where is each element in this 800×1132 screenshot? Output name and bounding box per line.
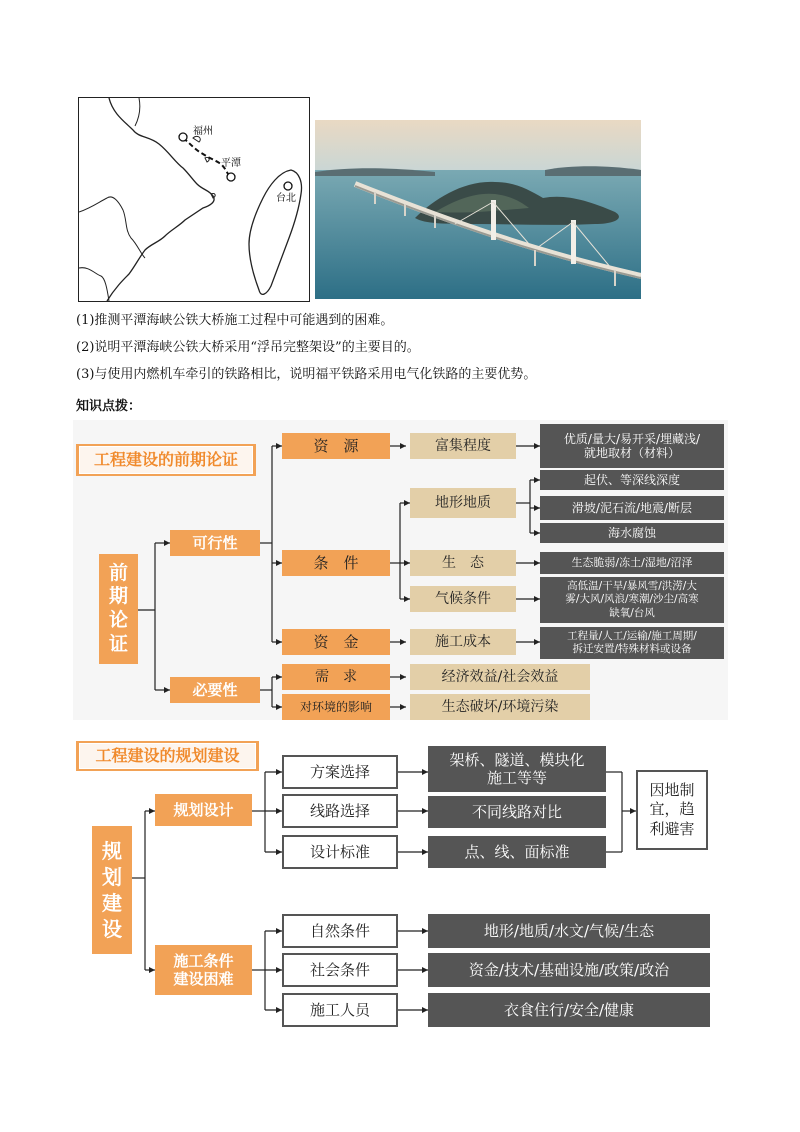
fund-box: 资 金 [282,629,390,655]
construction-box: 施工条件 建设困难 [155,945,252,995]
question-2: (2)说明平潭海峡公铁大桥采用“浮吊完整架设”的主要目的。 [76,340,420,355]
route-box: 线路选择 [282,794,398,828]
taibei-label: 台北 [276,193,296,204]
env-impact-box: 对环境的影响 [282,694,390,720]
condition-box: 条 件 [282,550,390,576]
question-1: (1)推测平潭海峡公铁大桥施工过程中可能遇到的困难。 [76,313,394,328]
social-box: 社会条件 [282,953,398,987]
diagram2-title: 工程建设的规划建设 [76,741,259,771]
summary-box: 因地制 宜，趋 利避害 [636,770,708,850]
ecology-box: 生 态 [410,550,516,576]
terrain-box: 地形地质 [410,488,516,518]
terrain-detail-3: 海水腐蚀 [540,523,724,543]
standard-detail-box: 点、线、面标准 [428,836,606,868]
workers-box: 施工人员 [282,993,398,1027]
necessity-box: 必要性 [170,677,260,703]
ecology-detail-box: 生态脆弱/冻土/湿地/沼泽 [540,552,724,574]
section-heading: 知识点拨： [76,399,142,414]
diagram2-root: 规 划 建 设 [92,826,132,954]
plan-box: 方案选择 [282,755,398,789]
fund-sub-box: 施工成本 [410,629,516,655]
route-detail-box: 不同线路对比 [428,796,606,828]
demand-detail-box: 经济效益/社会效益 [410,664,590,690]
env-detail-box: 生态破坏/环境污染 [410,694,590,720]
terrain-detail-1: 起伏、等深线深度 [540,470,724,490]
plan-detail-box: 架桥、隧道、模块化 施工等等 [428,746,606,792]
standard-box: 设计标准 [282,835,398,869]
demand-box: 需 求 [282,664,390,690]
natural-box: 自然条件 [282,914,398,948]
fuzhou-label: 福州 [193,126,213,137]
fund-detail-box: 工程量/人工/运输/施工周期/ 拆迁安置/特殊材料或设备 [540,627,724,659]
terrain-detail-2: 滑坡/泥石流/地震/断层 [540,496,724,520]
resource-sub-box: 富集程度 [410,433,516,459]
diagram1-title: 工程建设的前期论证 [76,444,256,476]
workers-detail-box: 衣食住行/安全/健康 [428,993,710,1027]
diagram1-root: 前 期 论 证 [99,554,138,664]
natural-detail-box: 地形/地质/水文/气候/生态 [428,914,710,948]
feasibility-box: 可行性 [170,530,260,556]
design-box: 规划设计 [155,794,252,826]
climate-detail-box: 高低温/干旱/暴风雪/洪涝/大 雾/大风/风浪/寒潮/沙尘/高寒 缺氧/台风 [540,577,724,623]
resource-box: 资 源 [282,433,390,459]
social-detail-box: 资金/技术/基础设施/政策/政治 [428,953,710,987]
climate-box: 气候条件 [410,586,516,612]
question-3: (3)与使用内燃机车牵引的铁路相比，说明福平铁路采用电气化铁路的主要优势。 [76,367,537,382]
resource-detail-box: 优质/量大/易开采/埋藏浅/ 就地取材（材料） [540,424,724,468]
pingtan-label: 平潭 [221,158,241,169]
